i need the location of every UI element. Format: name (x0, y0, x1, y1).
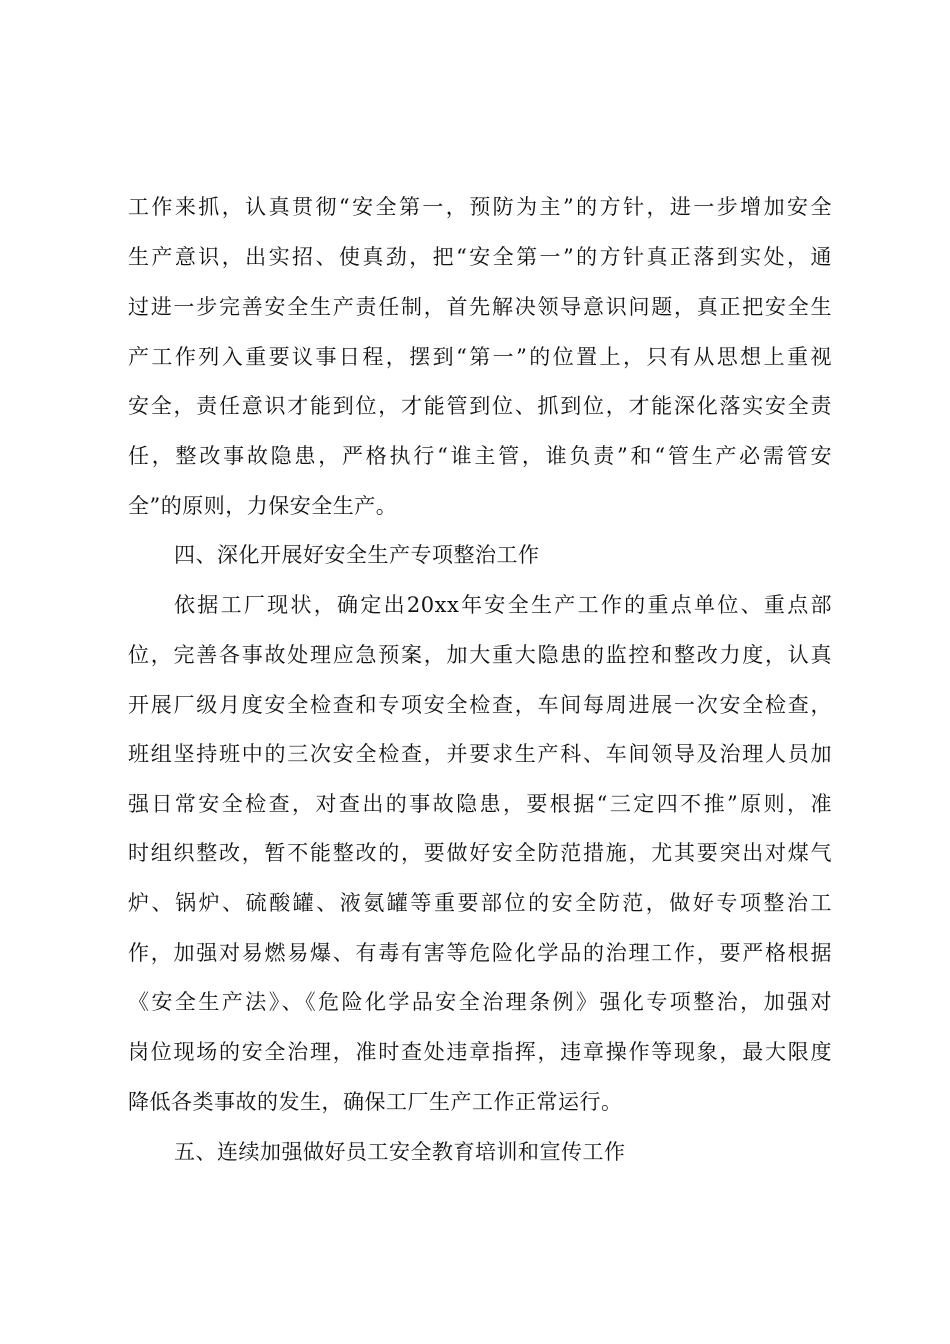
paragraph-2-line-9: 《安全生产法》、《危险化学品安全治理条例》强化专项整治，加强对 (128, 990, 832, 1014)
section-heading-4: 四、深化开展好安全生产专项整治工作 (174, 543, 540, 567)
paragraph-2-line-8: 作，加强对易燃易爆、有毒有害等危险化学品的治理工作，要严格根据 (128, 941, 832, 965)
paragraph-1-line-1: 工作来抓，认真贯彻“安全第一，预防为主”的方针，进一步增加安全 (128, 195, 832, 219)
paragraph-2-line-5: 强日常安全检查，对查出的事故隐患，要根据“三定四不推”原则，准 (128, 792, 832, 816)
paragraph-2-line-6: 时组织整改，暂不能整改的，要做好安全防范措施，尤其要突出对煤气 (128, 841, 832, 865)
section-heading-5: 五、连续加强做好员工安全教育培训和宣传工作 (174, 1140, 626, 1164)
paragraph-2-line-11: 降低各类事故的发生，确保工厂生产工作正常运行。 (128, 1090, 623, 1114)
paragraph-2-line-3: 开展厂级月度安全检查和专项安全检查，车间每周进展一次安全检查， (128, 693, 832, 717)
paragraph-1-line-5: 安全，责任意识才能到位，才能管到位、抓到位，才能深化落实安全责 (128, 394, 832, 418)
paragraph-2-line-10: 岗位现场的安全治理，准时查处违章指挥，违章操作等现象，最大限度 (128, 1040, 832, 1064)
paragraph-1-line-6: 任，整改事故隐患，严格执行“谁主管，谁负责”和“管生产必需管安 (128, 444, 832, 468)
paragraph-1-line-3: 过进一步完善安全生产责任制，首先解决领导意识问题，真正把安全生 (128, 295, 832, 319)
paragraph-1-line-2: 生产意识，出实招、使真劲，把“安全第一”的方针真正落到实处，通 (128, 245, 832, 269)
paragraph-2-line-2: 位，完善各事故处理应急预案，加大重大隐患的监控和整改力度，认真 (128, 643, 832, 667)
paragraph-1-line-7: 全”的原则，力保安全生产。 (128, 494, 398, 518)
paragraph-2-line-7: 炉、锅炉、硫酸罐、液氨罐等重要部位的安全防范，做好专项整治工 (128, 891, 832, 915)
paragraph-2-line-4: 班组坚持班中的三次安全检查，并要求生产科、车间领导及治理人员加 (128, 742, 832, 766)
paragraph-2-line-1: 依据工厂现状，确定出20xx年安全生产工作的重点单位、重点部 (174, 593, 832, 617)
paragraph-1-line-4: 产工作列入重要议事日程，摆到“第一”的位置上，只有从思想上重视 (128, 345, 832, 369)
